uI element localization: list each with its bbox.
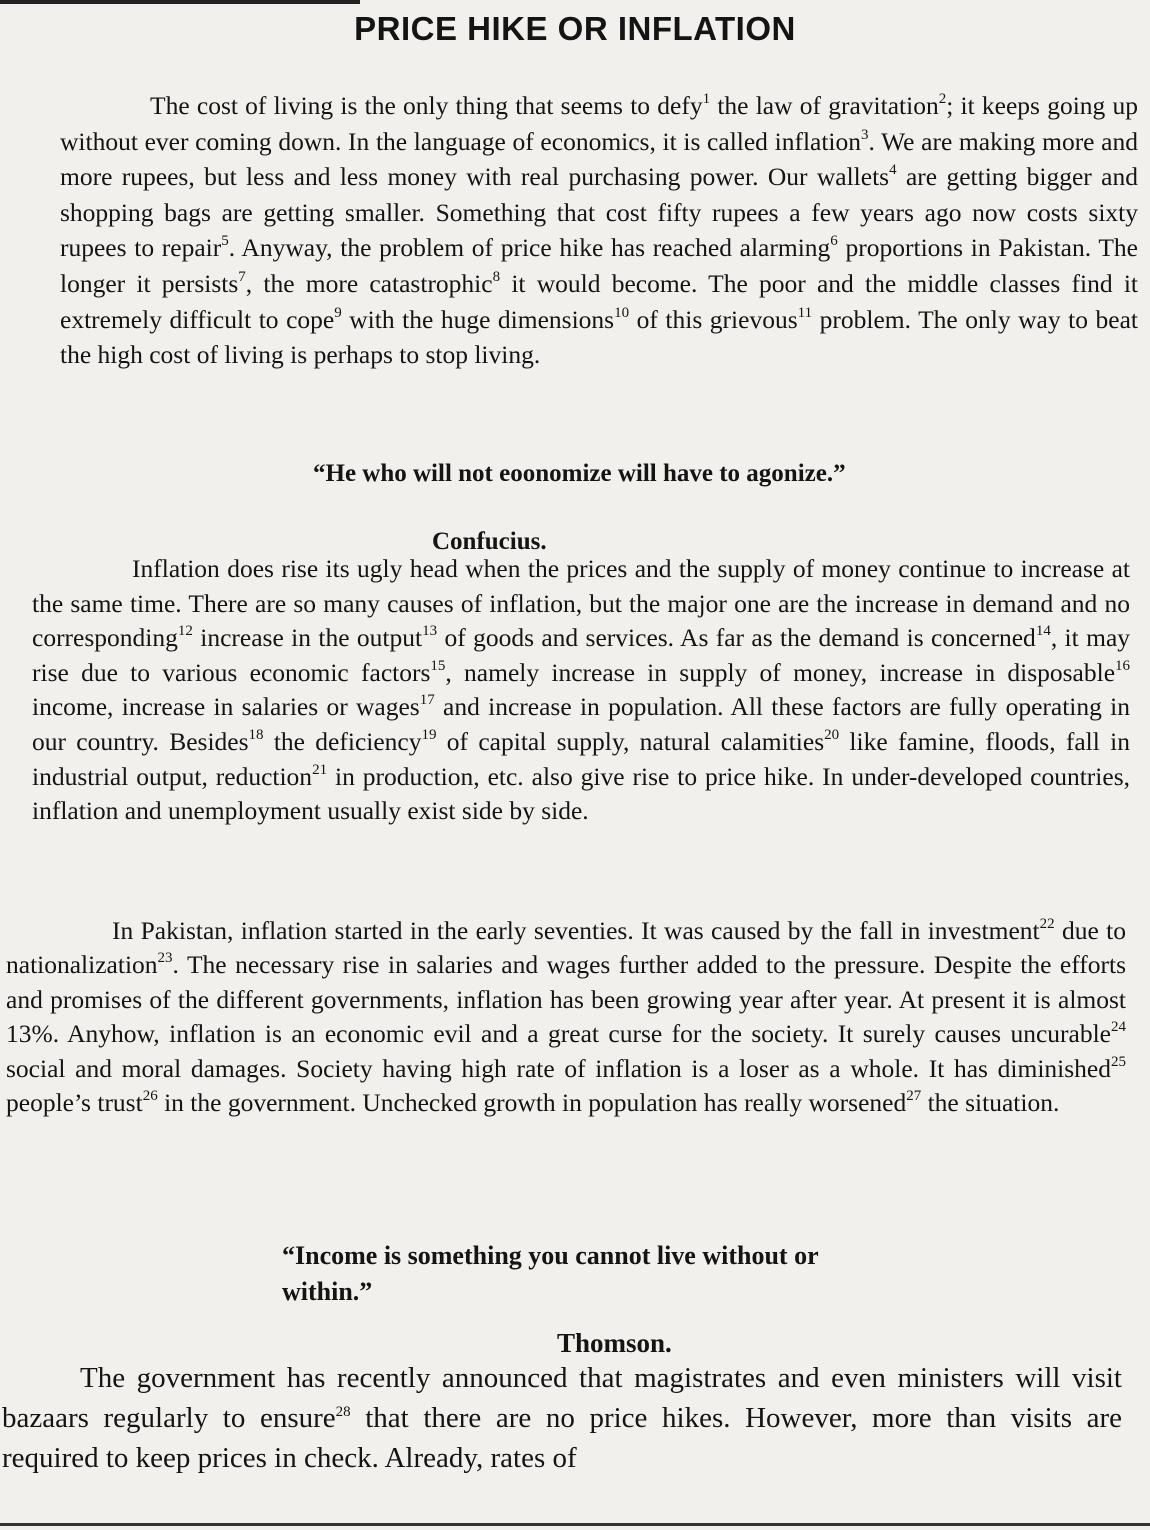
p1-text: it would become. The poor and the middle classes find it extremely difficult to cope xyxy=(60,268,1138,334)
p2-text: in production, etc. also give rise to price hike. In under-developed countries, inflation and unemployment usually exist side by side. xyxy=(32,761,1130,826)
footnote-11: 11 xyxy=(797,304,813,321)
p3-text: in the government. Unchecked growth in population has really worsened xyxy=(157,1088,907,1118)
footnote-13: 13 xyxy=(422,623,438,640)
p2-text: the deficiency xyxy=(263,726,422,756)
p2-text: of capital supply, natural calamities xyxy=(436,726,825,756)
p1-text: are getting bigger and shopping bags are getting smaller. Something that cost fifty rupees a few years ago now costs sixty rupees to repair xyxy=(60,162,1138,263)
footnote-23: 23 xyxy=(157,950,173,967)
p1-text: the law of gravitation xyxy=(717,91,939,120)
p4-text: that there are no price hikes. However, more than visits are required to keep prices in check. Already, rates of xyxy=(2,1402,1122,1474)
footnote-14: 14 xyxy=(1035,623,1051,640)
footnote-27: 27 xyxy=(906,1088,922,1105)
footnote-19: 19 xyxy=(421,726,437,743)
footnote-9: 9 xyxy=(334,304,342,321)
p1-text: with the huge dimensions xyxy=(341,304,615,334)
bottom-rule xyxy=(0,1523,1150,1526)
p2-text: increase in the output xyxy=(192,623,423,653)
p1-text: , the more catastrophic xyxy=(245,268,493,298)
quote-thomson: “Income is something you cannot live without or within.” xyxy=(282,1241,819,1306)
footnote-4: 4 xyxy=(889,162,897,179)
p2-text: of goods and services. As far as the demand is concerned xyxy=(437,623,1036,653)
footnote-16: 16 xyxy=(1115,657,1131,674)
p3-text: social and moral damages. Society having high rate of inflation is a loser as a whole. It has diminished xyxy=(6,1053,1111,1083)
page-title: PRICE HIKE OR INFLATION xyxy=(354,10,796,47)
footnote-7: 7 xyxy=(238,268,246,285)
p3-text: due to nationalization xyxy=(6,916,1127,980)
p2-text: income, increase in salaries or wages xyxy=(32,692,420,722)
footnote-17: 17 xyxy=(419,692,435,709)
quote-author-confucius: Confucius. xyxy=(432,528,547,555)
footnote-28: 28 xyxy=(335,1404,351,1420)
p1-text: The cost of living is the only thing that seems to defy xyxy=(150,91,703,120)
top-rule xyxy=(0,0,360,4)
footnote-26: 26 xyxy=(142,1088,158,1105)
paragraph-2 xyxy=(32,552,1130,829)
quote-confucius: “He who will not eoonomize will have to agonize.” xyxy=(313,460,846,487)
footnote-21: 21 xyxy=(312,761,328,778)
p2-text: , it may rise due to various economic factors xyxy=(32,623,1131,687)
p2-text: like famine, floods, fall in industrial output, reduction xyxy=(32,726,1130,791)
paragraph-4 xyxy=(2,1358,1122,1478)
quote-author-thomson: Thomson. xyxy=(557,1328,672,1358)
footnote-25: 25 xyxy=(1111,1053,1126,1070)
p2-text: and increase in population. All these factors are fully operating in our country. Besides xyxy=(32,692,1130,756)
footnote-22: 22 xyxy=(1039,916,1055,932)
footnote-12: 12 xyxy=(177,623,193,640)
p1-text: ; it keeps going up without ever coming down. In the language of economics, it is called inflation xyxy=(60,91,1139,156)
p3-text: . The necessary rise in salaries and wages further added to the pressure. Despite the efforts and promises of the different governments, inflation has been growing year after year. At present it is almost 13%. Anyhow, inflation is an economic evil and a great curse for the society. It surely causes uncurable xyxy=(6,950,1126,1049)
p3-text: the situation. xyxy=(921,1088,1060,1118)
p1-text: proportions in Pakistan. The longer it persists xyxy=(60,233,1138,298)
footnote-6: 6 xyxy=(830,233,838,250)
p1-text: of this grievous xyxy=(629,304,798,334)
footnote-18: 18 xyxy=(248,726,264,743)
footnote-10: 10 xyxy=(614,304,630,321)
p3-text: In Pakistan, inflation started in the early seventies. It was caused by the fall in investment xyxy=(112,916,1040,945)
footnote-8: 8 xyxy=(492,268,501,285)
p1-text: . We are making more and more rupees, but less and less money with real purchasing power. Our wallets xyxy=(60,126,1138,192)
footnote-5: 5 xyxy=(221,233,229,250)
footnote-1: 1 xyxy=(702,91,711,107)
footnote-20: 20 xyxy=(824,726,840,743)
p3-text: people’s trust xyxy=(6,1088,143,1118)
p4-text: The government has recently announced that magistrates and even ministers will visit bazaars regularly to ensure xyxy=(2,1362,1122,1434)
footnote-15: 15 xyxy=(430,657,446,674)
p1-text: problem. The only way to beat the high cost of living is perhaps to stop living. xyxy=(60,304,1138,370)
footnote-24: 24 xyxy=(1111,1019,1126,1036)
p1-text: . Anyway, the problem of price hike has reached alarming xyxy=(228,233,831,263)
paragraph-1 xyxy=(60,88,1138,373)
p2-text: Inflation does rise its ugly head when the prices and the supply of money continue to increase at the same time. There are so many causes of inflation, but the major one are the increase in demand and no corresponding xyxy=(32,554,1130,653)
footnote-2: 2 xyxy=(938,91,947,107)
footnote-3: 3 xyxy=(861,126,869,143)
paragraph-3 xyxy=(6,914,1126,1120)
p2-text: , namely increase in supply of money, increase in disposable xyxy=(445,657,1116,687)
